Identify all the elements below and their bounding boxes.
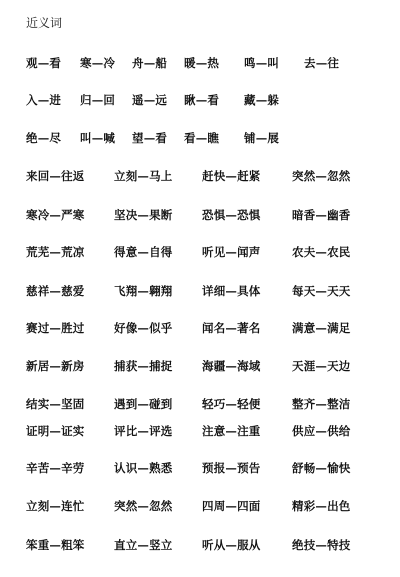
synonym-pair: 天涯—天边 [292, 359, 351, 373]
synonym-pair: 详细—具体 [202, 284, 261, 298]
synonym-pair: 遇到—碰到 [114, 397, 173, 411]
synonym-pair: 恐惧—恐惧 [202, 208, 261, 222]
synonym-pair: 评比—评选 [114, 424, 173, 438]
long-synonym-row [0, 460, 400, 476]
synonym-pair: 认识—熟悉 [114, 461, 173, 475]
page-title: 近义词 [26, 16, 63, 30]
long-synonym-row [0, 537, 400, 553]
synonym-pair: 观—看 [26, 56, 62, 70]
short-synonym-row [0, 130, 400, 146]
synonym-pair: 叫—喊 [80, 131, 116, 145]
synonym-pair: 暗香—幽香 [292, 208, 351, 222]
synonym-pair: 满意—满足 [292, 321, 351, 335]
long-synonym-row [0, 168, 400, 184]
short-synonym-row [0, 92, 400, 108]
synonym-pair: 闻名—著名 [202, 321, 261, 335]
long-synonym-row [0, 396, 400, 412]
long-synonym-row [0, 207, 400, 223]
synonym-pair: 新居—新房 [26, 359, 85, 373]
synonym-pair: 寒冷—严寒 [26, 208, 85, 222]
synonym-pair: 荒芜—荒凉 [26, 245, 85, 259]
synonym-pair: 望—看 [132, 131, 168, 145]
synonym-pair: 绝技—特技 [292, 538, 351, 552]
synonym-pair: 归—回 [80, 93, 116, 107]
short-synonym-row [0, 55, 400, 71]
synonym-pair: 看—瞧 [184, 131, 220, 145]
synonym-pair: 赶快—赶紧 [202, 169, 261, 183]
synonym-pair: 证明—证实 [26, 424, 85, 438]
synonym-pair: 藏—躲 [244, 93, 280, 107]
synonym-pair: 注意—注重 [202, 424, 261, 438]
synonym-pair: 立刻—连忙 [26, 499, 85, 513]
synonym-pair: 立刻—马上 [114, 169, 173, 183]
synonym-pair: 整齐—整洁 [292, 397, 351, 411]
synonym-pair: 直立—竖立 [114, 538, 173, 552]
synonym-pair: 寒—冷 [80, 56, 116, 70]
synonym-pair: 捕获—捕捉 [114, 359, 173, 373]
synonym-pair: 结实—坚固 [26, 397, 85, 411]
long-synonym-row [0, 423, 400, 439]
synonym-pair: 得意—自得 [114, 245, 173, 259]
synonym-pair: 辛苦—辛劳 [26, 461, 85, 475]
long-synonym-row [0, 244, 400, 260]
synonym-pair: 去—往 [304, 56, 340, 70]
synonym-pair: 轻巧—轻便 [202, 397, 261, 411]
synonym-pair: 供应—供给 [292, 424, 351, 438]
synonym-pair: 来回—往返 [26, 169, 85, 183]
synonym-pair: 铺—展 [244, 131, 280, 145]
synonym-pair: 舒畅—愉快 [292, 461, 351, 475]
synonym-pair: 预报—预告 [202, 461, 261, 475]
synonym-pair: 飞翔—翱翔 [114, 284, 173, 298]
long-synonym-row [0, 358, 400, 374]
synonym-pair: 入—进 [26, 93, 62, 107]
synonym-pair: 突然—忽然 [114, 499, 173, 513]
long-synonym-row [0, 498, 400, 514]
synonym-pair: 赛过—胜过 [26, 321, 85, 335]
synonym-pair: 好像—似乎 [114, 321, 173, 335]
synonym-pair: 坚决—果断 [114, 208, 173, 222]
synonym-pair: 精彩—出色 [292, 499, 351, 513]
synonym-pair: 听从—服从 [202, 538, 261, 552]
synonym-pair: 四周—四面 [202, 499, 261, 513]
long-synonym-row [0, 283, 400, 299]
synonym-pair: 暖—热 [184, 56, 220, 70]
synonym-pair: 突然—忽然 [292, 169, 351, 183]
synonym-pair: 遥—远 [132, 93, 168, 107]
synonym-pair: 听见—闻声 [202, 245, 261, 259]
synonym-pair: 舟—船 [132, 56, 168, 70]
synonym-pair: 鸣—叫 [244, 56, 280, 70]
synonym-pair: 瞅—看 [184, 93, 220, 107]
synonym-pair: 慈祥—慈爱 [26, 284, 85, 298]
synonym-pair: 每天—天天 [292, 284, 351, 298]
synonym-pair: 农夫—农民 [292, 245, 351, 259]
long-synonym-row [0, 320, 400, 336]
synonym-pair: 绝—尽 [26, 131, 62, 145]
synonym-pair: 笨重—粗笨 [26, 538, 85, 552]
synonym-pair: 海疆—海域 [202, 359, 261, 373]
